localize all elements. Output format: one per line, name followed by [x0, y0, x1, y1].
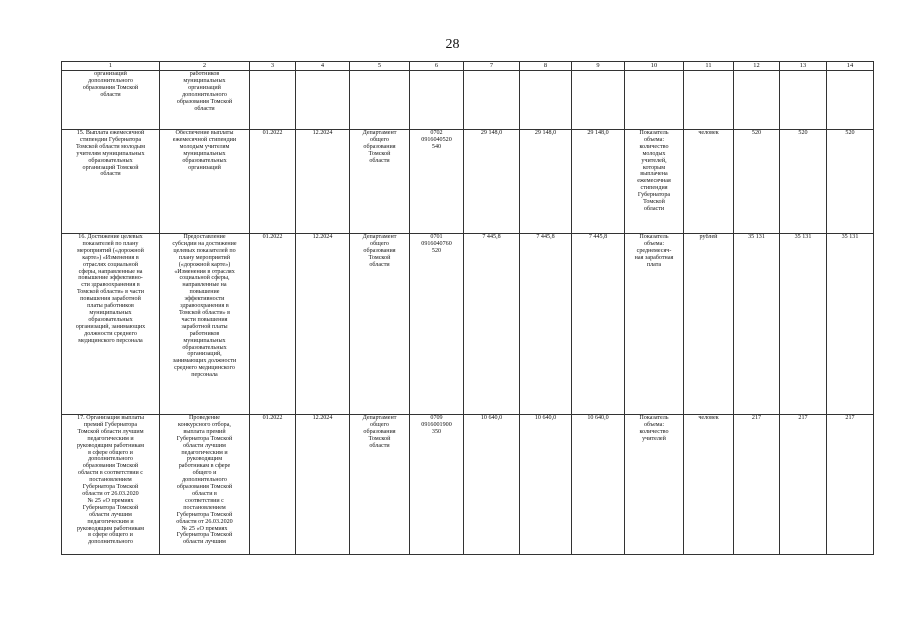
cell-text: 12.2024 [312, 234, 333, 240]
cell-text: Департамент общего образования Томской области [362, 130, 397, 164]
cell-text: 15. Выплата ежемесячной стипендии Губернатора Томской области молодым учителям муниципальных образовательных организаций Томской области [76, 130, 145, 178]
cell-text: человек [698, 415, 719, 421]
cell-text: Показатель объема: количество молодых учителей, которым выплачена ежемесячная стипендия Губернатора Томской области [637, 130, 671, 212]
table-cell [827, 234, 874, 415]
table-cell [250, 234, 296, 415]
table-cell [250, 130, 296, 234]
column-number: 1 [62, 62, 160, 71]
column-number: 4 [296, 62, 350, 71]
table-cell [62, 234, 160, 415]
table-row [62, 130, 874, 234]
cell-text: 01.2022 [262, 234, 283, 240]
column-number: 9 [572, 62, 625, 71]
table-cell [350, 71, 410, 130]
cell-text: 217 [751, 415, 762, 421]
column-number: 3 [250, 62, 296, 71]
cell-text: 0702 0916040520 540 [421, 130, 452, 150]
cell-text: 7 445,8 [588, 234, 608, 240]
cell-text: 10 640,0 [587, 415, 609, 421]
table-cell [625, 130, 684, 234]
table-cell [410, 234, 464, 415]
cell-text: Обеспечение выплаты ежемесячной стипендии молодым учителям муниципальных образовательных организаций [172, 130, 237, 171]
cell-text: 12.2024 [312, 415, 333, 421]
column-number-row [62, 62, 874, 71]
table-cell [250, 415, 296, 555]
column-number: 5 [350, 62, 410, 71]
table-cell [62, 415, 160, 555]
column-number: 10 [625, 62, 684, 71]
table-cell [780, 71, 827, 130]
table-cell [625, 415, 684, 555]
table-cell [684, 130, 734, 234]
cell-text: 520 [798, 130, 808, 136]
cell-text: Показатель объема: количество учителей [639, 415, 669, 442]
table-cell [296, 71, 350, 130]
cell-text: 01.2022 [262, 415, 283, 421]
cell-text: 35 131 [748, 234, 765, 240]
table-cell [464, 71, 520, 130]
table-cell [296, 234, 350, 415]
table-cell [734, 130, 780, 234]
table-cell [350, 234, 410, 415]
column-number: 14 [827, 62, 874, 71]
table-cell [160, 71, 250, 130]
cell-text: 10 640,0 [480, 415, 503, 421]
program-table [61, 61, 874, 555]
table-cell [520, 130, 572, 234]
cell-text: 29 148,0 [534, 130, 557, 136]
column-number: 11 [684, 62, 734, 71]
table-cell [464, 130, 520, 234]
cell-text: 217 [845, 415, 855, 421]
table-cell [572, 71, 625, 130]
table-cell [160, 234, 250, 415]
cell-text: 12.2024 [312, 130, 333, 136]
cell-text: 29 148,0 [587, 130, 609, 136]
page-number: 28 [445, 37, 460, 52]
table-cell [827, 130, 874, 234]
table-cell [350, 415, 410, 555]
cell-text: 0701 0916040760 520 [421, 234, 452, 254]
table-cell [160, 415, 250, 555]
table-cell [625, 234, 684, 415]
cell-text: Проведение конкурсного отбора, выплата премий Губернатора Томской области лучшим педагогическим и руководящим работникам в сфере общего и дополнительного образования Томской области в соответствии с постановлением Губернатора Томской области от 26.03.2020 № 25 «О премиях Губернатора Томской области лучшим [176, 415, 233, 546]
table-cell [410, 71, 464, 130]
column-number: 6 [410, 62, 464, 71]
cell-text: 217 [798, 415, 808, 421]
table-cell [410, 130, 464, 234]
table-cell [62, 130, 160, 234]
table-cell [734, 415, 780, 555]
cell-text: рублей [699, 234, 718, 240]
table-cell [780, 415, 827, 555]
column-number: 7 [464, 62, 520, 71]
table-cell [780, 234, 827, 415]
table-cell [684, 415, 734, 555]
table-cell [827, 415, 874, 555]
table-cell [296, 415, 350, 555]
table-cell [734, 234, 780, 415]
table-cell [62, 71, 160, 130]
table-cell [410, 415, 464, 555]
cell-text: человек [698, 130, 719, 136]
cell-text: 01.2022 [262, 130, 283, 136]
column-number: 12 [734, 62, 780, 71]
table-cell [520, 71, 572, 130]
table-cell [572, 415, 625, 555]
table-cell [684, 71, 734, 130]
cell-text: работников муниципальных организаций дополнительного образования Томской области [176, 71, 233, 112]
table-cell [572, 130, 625, 234]
cell-text: 35 131 [794, 234, 812, 240]
column-number: 13 [780, 62, 827, 71]
table-cell [160, 130, 250, 234]
table-cell [250, 71, 296, 130]
table-cell [684, 234, 734, 415]
table-cell [827, 71, 874, 130]
cell-text: 7 445,8 [482, 234, 501, 240]
table-row [62, 415, 874, 555]
cell-text: Предоставление субсидии на достижение целевых показателей по плану мероприятий («дорожной карте») «Изменения в отраслях социальной сферы, направленные на повышение эффективности здравоохранения в Томской области» в части повышения заработной платы работников муниципальных образовательных организаций, занимающих должности среднего медицинского персонала [172, 234, 237, 379]
table-cell [520, 234, 572, 415]
table-cell [734, 71, 780, 130]
table-cell [296, 130, 350, 234]
table-row [62, 71, 874, 130]
cell-text: 16. Достижение целевых показателей по плану мероприятий («дорожной карте») «Изменения в отраслях социальной сферы, направленные на повышение эффективно- сти здравоохранения в Томской области» в части повышения заработной платы работников муниципальных образовательных организаций, занимающих должности среднего медицинского персонала [75, 234, 146, 344]
table-cell [625, 71, 684, 130]
cell-text: Показатель объема: среднемесяч- ная заработная плата [634, 234, 674, 268]
table-row [62, 234, 874, 415]
cell-text: 10 640,0 [534, 415, 557, 421]
cell-text: 17. Организация выплаты премий Губернатора Томской области лучшим педагогическим и руководящим работникам в сфере общего и дополнительного образования Томской области в соответствии с постановлением Губернатора Томской области от 26.03.2020 № 25 «О премиях Губернатора Томской области лучшим педагогическим и руководящим работникам в сфере общего и дополнительного [76, 415, 145, 546]
cell-text: 29 148,0 [480, 130, 503, 136]
cell-text: 35 131 [841, 234, 859, 240]
cell-text: организаций дополнительного образования Томской области [82, 71, 139, 98]
table-cell [464, 415, 520, 555]
column-number: 2 [160, 62, 250, 71]
cell-text: 520 [751, 130, 762, 136]
cell-text: 7 445,8 [536, 234, 555, 240]
cell-text: 520 [845, 130, 855, 136]
column-number: 8 [520, 62, 572, 71]
cell-text: Департамент общего образования Томской области [362, 415, 397, 449]
table-cell [572, 234, 625, 415]
cell-text: 0709 0916001900 350 [421, 415, 452, 435]
table-cell [780, 130, 827, 234]
table-cell [520, 415, 572, 555]
table-cell [350, 130, 410, 234]
cell-text: Департамент общего образования Томской области [362, 234, 397, 268]
table-cell [464, 234, 520, 415]
